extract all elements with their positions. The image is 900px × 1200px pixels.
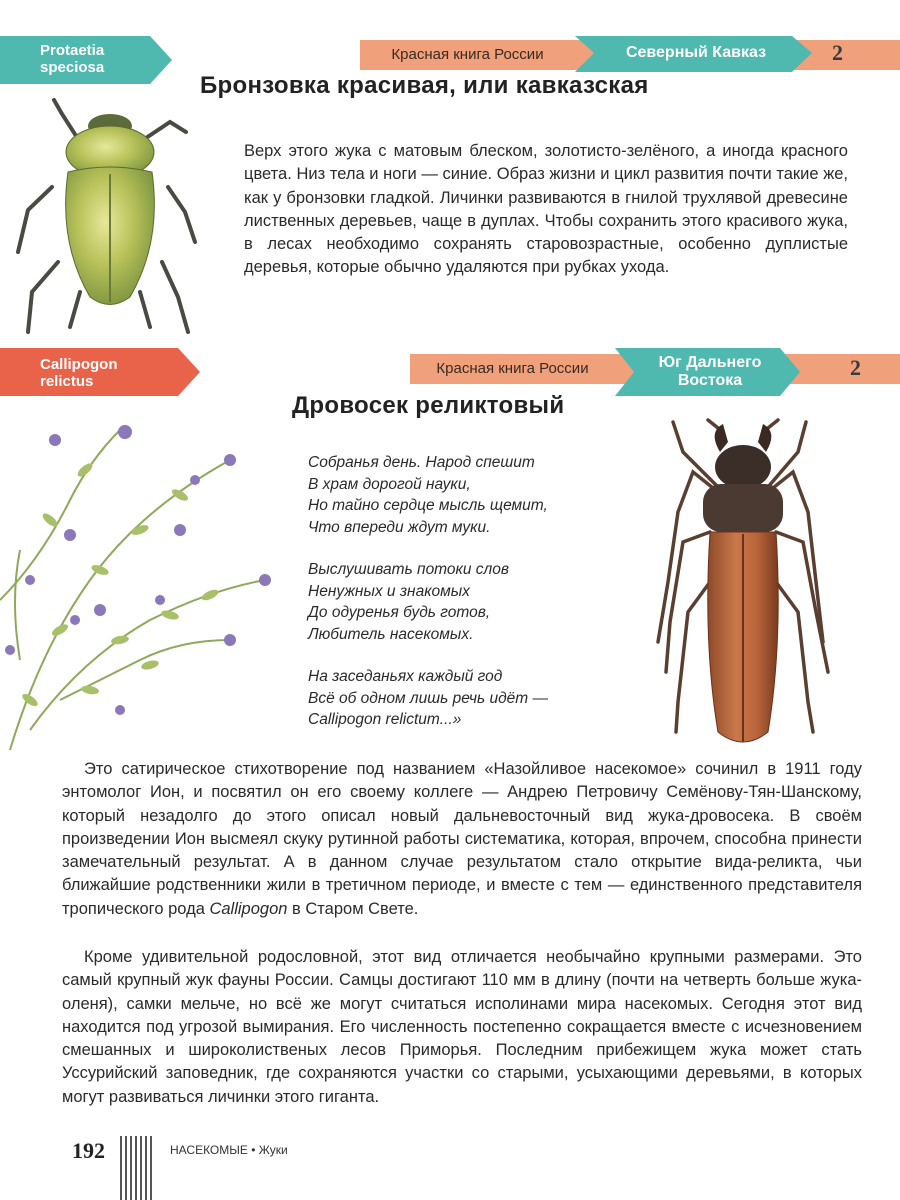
- poem-line: До одуренья будь готов,: [308, 604, 491, 621]
- red-book-label: Красная книга России: [436, 360, 589, 377]
- poem-stanza-2: [308, 559, 638, 645]
- poem-line: Выслушивать потоки слов: [308, 561, 509, 578]
- page-number: 192: [72, 1138, 105, 1163]
- footer-subsection: Жуки: [258, 1143, 288, 1157]
- longhorn-beetle-illustration: [648, 412, 838, 757]
- poem-stanza-1: [308, 452, 638, 538]
- body-paragraph-1: [62, 758, 862, 921]
- poem-line: Ненужных и знакомых: [308, 582, 470, 600]
- bronze-beetle-illustration: [10, 92, 210, 342]
- genus-italic: Callipogon: [209, 899, 288, 918]
- category-number: 2: [850, 355, 861, 380]
- body-paragraph-2: Кроме удивительной родословной, этот вид отличается необычайно крупными размерами. Это самый крупный жук фауны России. Самцы достигают 110 мм в длину (почти на четверть больше жука-оленя), самки мельче, но всё же могут считаться исполинами мира насекомых. Сегодня этот вид находится под угрозой вымирания. Его численность постепенно сокращается вместе с исчезновением смешанных и широколиственых лесов Приморья. Последним прибежищем жука может стать Уссурийский заповедник, где сохраняются участки со старыми, усыхающими деревьями, в которых могут развиваться личинки этого гиганта.: [62, 948, 862, 1106]
- latin-name-tab: [0, 356, 190, 390]
- poem-line: Всё об одном лишь речь идёт —: [308, 689, 548, 707]
- plant-illustration: [0, 400, 290, 760]
- species-description: Верх этого жука с матовым блеском, золотисто-зелёного, а иногда красного цвета. Низ тела и ноги — синие. Образ жизни и цикл развития почти такие же, как у бронзовки гладкой. Личинки развиваются в гнилой трухлявой древесине лиственных деревьев, чаще в дуплах. Чтобы сохранить этого красивого жука, в лесах необходимо сохранять старовозрастные, особенно дуплистые деревья, которые обычно удаляются при рубках ухода.: [244, 142, 848, 277]
- latin-name-tab: [0, 42, 160, 76]
- region-line-2: Востока: [677, 372, 743, 389]
- species-title: Бронзовка красивая, или кавказская: [200, 72, 649, 99]
- poem-stanza-3: [308, 666, 638, 731]
- region-line-1: Юг Дальнего: [658, 354, 762, 371]
- footer-section-name: НАСЕКОМЫЕ: [170, 1143, 248, 1157]
- footer-barcode-stripes: [120, 1136, 160, 1200]
- species-title: Дровосек реликтовый: [292, 392, 565, 419]
- poem-line: Но тайно сердце мысль щемит,: [308, 497, 548, 514]
- region-label: [630, 354, 790, 390]
- footer-section: [170, 1143, 288, 1157]
- poem-line: Любитель насекомых.: [308, 625, 474, 643]
- poem-line: На заседаньях каждый год: [308, 668, 503, 685]
- category-number: 2: [832, 40, 843, 65]
- poem: [308, 452, 638, 752]
- latin-name-genus: Protaetia: [40, 42, 105, 59]
- latin-name-species: relictus: [40, 373, 94, 390]
- latin-name-species: speciosa: [40, 59, 105, 76]
- paragraph-1-end: в Старом Свете.: [287, 899, 419, 918]
- latin-name-genus: Callipogon: [40, 356, 118, 373]
- poem-line: Собранья день. Народ спешит: [308, 454, 535, 471]
- poem-line: Callipogon relictum...»: [308, 711, 462, 728]
- footer-separator: •: [251, 1143, 256, 1157]
- red-book-label: Красная книга России: [391, 46, 544, 63]
- poem-line: Что впереди ждут муки.: [308, 518, 491, 536]
- paragraph-1-text: Это сатирическое стихотворение под названием «Назойливое насекомое» сочинил в 1911 году энтомолог Ион, и посвятил он его своему коллеге — Андрею Петровичу Семёнову-Тян-Шанскому, который незадолго до этого описал новый дальневосточный вид жука-дровосека. В своём произведении Ион высмеял скуку рутинной работы систематика, которая, впрочем, способна принести замечательный результат. А в данном случае результатом стало открытие вида-реликта, чьи ближайшие родственники жили в третичном периоде, и вместе с тем — единственного представителя тропического рода: [62, 760, 862, 918]
- region-label: Северный Кавказ: [625, 44, 767, 61]
- poem-line: В храм дорогой науки,: [308, 475, 471, 493]
